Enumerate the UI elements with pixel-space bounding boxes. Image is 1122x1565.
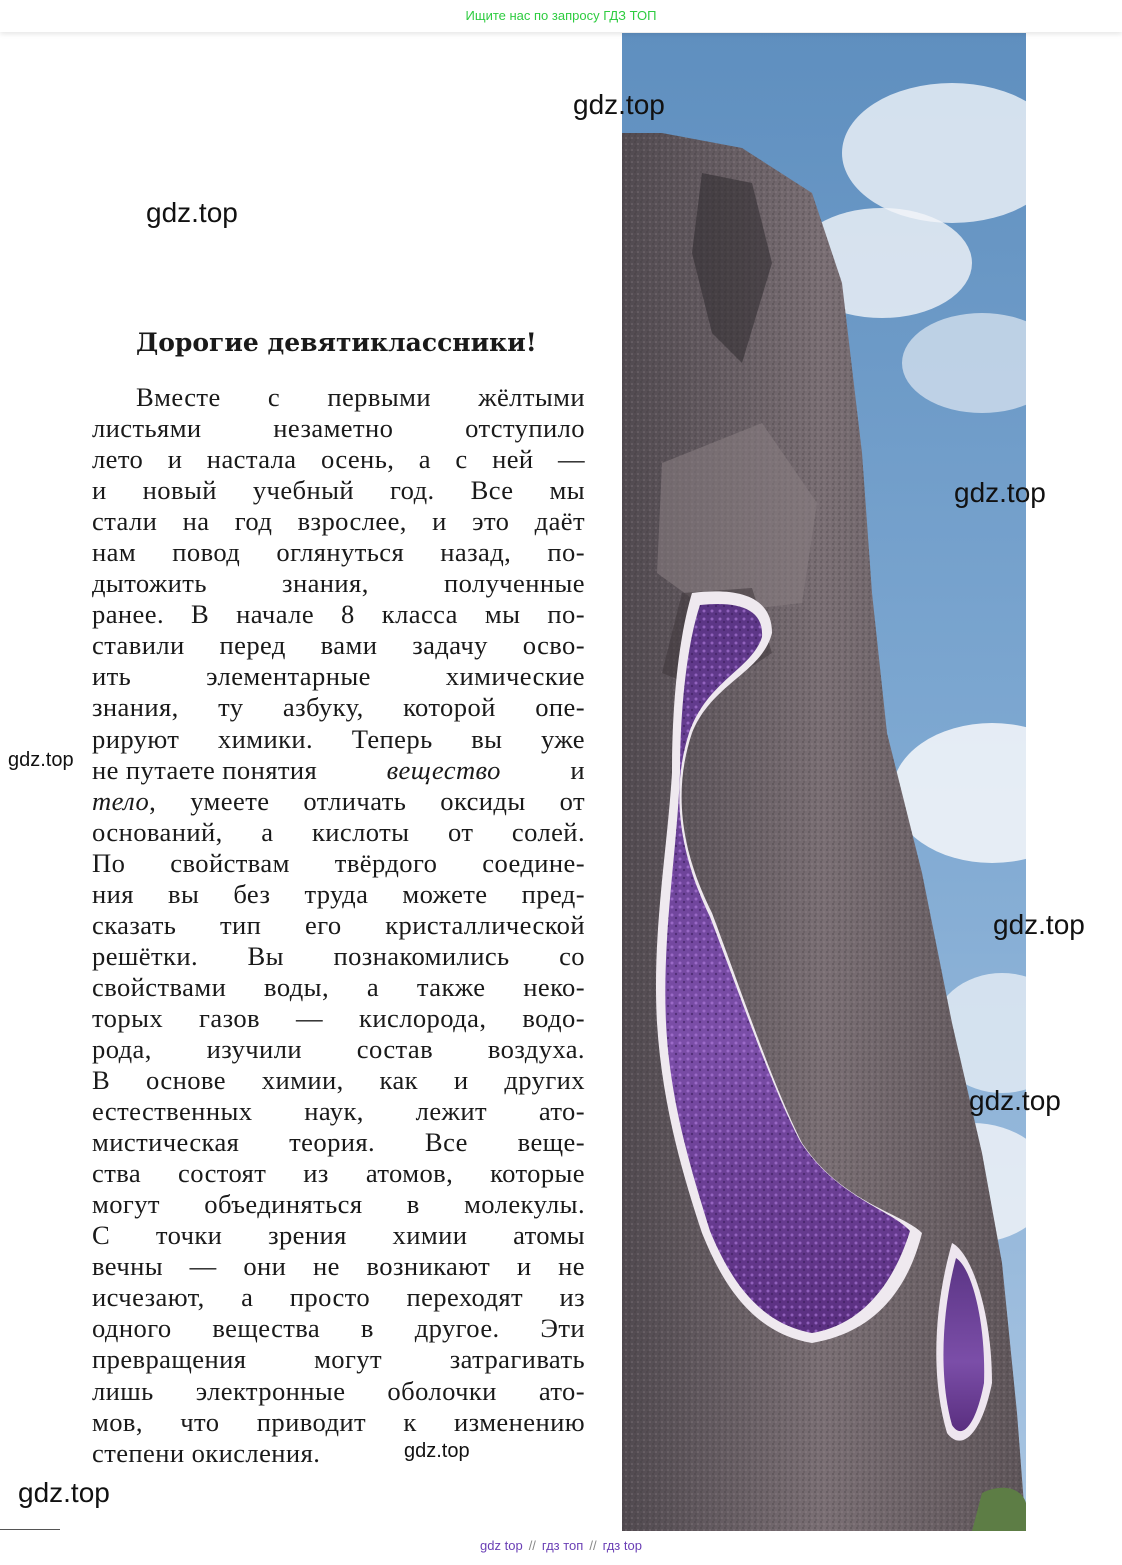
text-line: сказать тип его кристаллической [92, 909, 585, 940]
watermark: gdz.top [969, 1085, 1061, 1116]
amethyst-rock-photo [622, 33, 1026, 1531]
text-line: ранее. В начале 8 класса мы по- [92, 599, 585, 630]
amethyst-geode-rock-icon [622, 33, 1026, 1531]
text-line: лето и настала осень, а с ней — [92, 444, 585, 475]
body-paragraph [92, 382, 585, 1469]
text-line: нам повод оглянуться назад, по- [92, 537, 585, 568]
text-line: С точки зрения химии атомы [92, 1220, 585, 1251]
text-line: Вместе с первыми жёлтыми [136, 382, 585, 412]
text-line: рода, изучили состав воздуха. [92, 1033, 585, 1064]
watermark: gdz.top [404, 1440, 470, 1462]
text-line: степени окисления. [92, 1437, 321, 1468]
text-line: ставили перед вами задачу осво- [92, 630, 585, 661]
text-line: листьями незаметно отступило [92, 413, 585, 444]
text-line: По свойствам твёрдого соедине- [92, 847, 585, 878]
text-line: ства состоят из атомов, которые [92, 1158, 585, 1189]
text-fragment: не путаете понятия [92, 754, 318, 785]
text-line: превращения могут затрагивать [92, 1344, 585, 1375]
text-line: одного вещества в другое. Эти [92, 1313, 585, 1344]
text-line: мистическая теория. Все веще- [92, 1127, 585, 1158]
footer-link-gdz-top[interactable]: gdz top [480, 1538, 523, 1553]
search-banner[interactable]: Ищите нас по запросу ГДЗ ТОП [0, 0, 1122, 32]
footer-separator: // [528, 1538, 536, 1553]
divider [0, 1529, 60, 1530]
footer-separator: // [589, 1538, 597, 1553]
text-line: торых газов — кислорода, водо- [92, 1002, 585, 1033]
watermark: gdz.top [954, 477, 1046, 508]
text-fragment: , умеете отличать оксиды от [149, 785, 585, 816]
text-line [92, 786, 585, 817]
watermark: gdz.top [993, 909, 1085, 940]
italic-term: тело [92, 785, 150, 816]
watermark: gdz.top [146, 197, 238, 228]
text-line: В основе химии, как и других [92, 1065, 585, 1096]
text-line: вечны — они не возникают и не [92, 1251, 585, 1282]
text-line: решётки. Вы познакомились со [92, 940, 585, 971]
watermark: gdz.top [8, 749, 74, 771]
text-line: дытожить знания, полученные [92, 568, 585, 599]
text-fragment: и [570, 754, 585, 785]
text-line: естественных наук, лежит ато- [92, 1096, 585, 1127]
text-line: свойствами воды, а также неко- [92, 971, 585, 1002]
page-heading: Дорогие девятиклассники! [136, 328, 537, 357]
text-line: знания, ту азбуку, которой опе- [92, 692, 585, 723]
text-line: исчезают, а просто переходят из [92, 1282, 585, 1313]
text-line: ить элементарные химические [92, 661, 585, 692]
text-line: ния вы без труда можете пред- [92, 878, 585, 909]
text-line: стали на год взрослее, и это даёт [92, 506, 585, 537]
text-line: мов, что приводит к изменению [92, 1406, 585, 1437]
text-line: оснований, а кислоты от солей. [92, 816, 585, 847]
text-line: рируют химики. Теперь вы уже [92, 723, 585, 754]
text-line: лишь электронные оболочки ато- [92, 1375, 585, 1406]
watermark: gdz.top [573, 89, 665, 120]
watermark: gdz.top [18, 1477, 110, 1508]
footer-link-gdz-top-ru[interactable]: гдз топ [541, 1538, 584, 1553]
text-line: и новый учебный год. Все мы [92, 475, 585, 506]
text-line: могут объединяться в молекулы. [92, 1189, 585, 1220]
footer-links [0, 1538, 1122, 1553]
italic-term: вещество [386, 754, 501, 785]
footer-link-gdz-top-mixed[interactable]: гдз top [602, 1538, 642, 1553]
text-line [92, 755, 585, 786]
